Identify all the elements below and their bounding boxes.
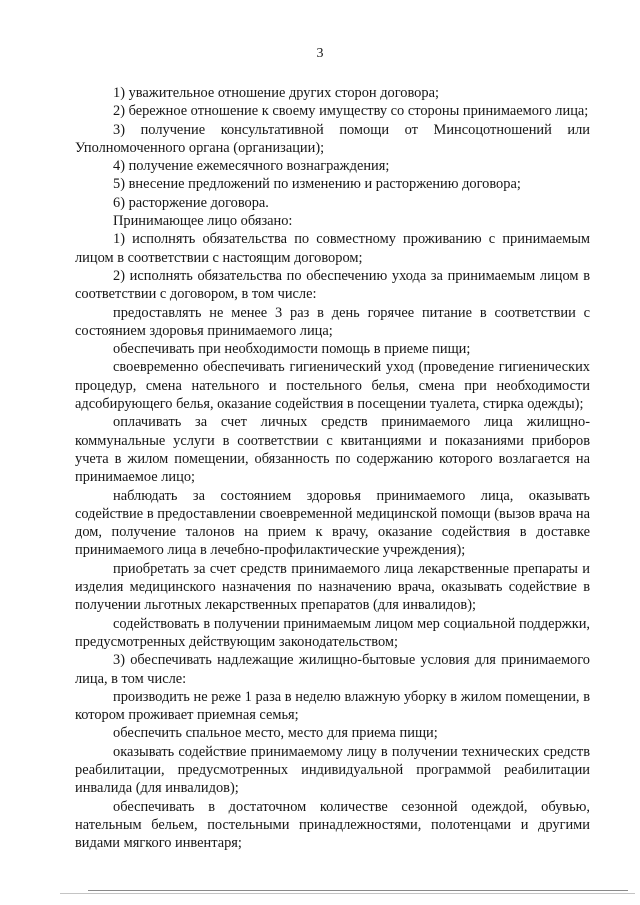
paragraph-right-monthly-reward: 4) получение ежемесячного вознаграждения; (113, 158, 390, 175)
paragraph-obligation-living-conditions: 3) обеспечивать надлежащие жилищно-бытовые условия для принимаемого лица, в том числе: (75, 652, 590, 687)
paragraph-care-hygiene: своевременно обеспечивать гигиенический уход (проведение гигиенических процедур, смена нательного и постельного белья, смена при необходимости адсобирующего белья, оказание содействия в посещении туалета, стирка одежды); (75, 359, 590, 413)
paragraph-living-clothing-textiles: обеспечивать в достаточном количестве сезонной одеждой, обувью, нательным бельем, постельными принадлежностями, полотенцами и другими видами мягкого инвентаря; (75, 798, 590, 852)
scan-bottom-edge-line-faint (60, 893, 635, 894)
paragraph-care-social-support: содействовать в получении принимаемым лицом мер социальной поддержки, предусмотренных действующим законодательством; (75, 615, 590, 650)
paragraph-care-eating-help: обеспечивать при необходимости помощь в приеме пищи; (113, 341, 471, 358)
paragraph-obligation-cohabitation: 1) исполнять обязательства по совместному проживанию с принимаемым лицом в соответствии с настоящим договором; (75, 231, 590, 266)
paragraph-right-property-care: 2) бережное отношение к своему имуществу со стороны принимаемого лица; (113, 103, 589, 120)
document-body (75, 84, 590, 852)
paragraph-living-bed-and-meal-place: обеспечить спальное место, место для приема пищи; (113, 725, 438, 742)
paragraph-obligation-care: 2) исполнять обязательства по обеспечению ухода за принимаемым лицом в соответствии с договором, в том числе: (75, 267, 590, 303)
scan-bottom-edge-line (88, 890, 628, 891)
page-number: 3 (316, 46, 324, 61)
paragraph-care-health-monitoring: наблюдать за состоянием здоровья принимаемого лица, оказывать содействие в предоставлении своевременной медицинской помощи (вызов врача на дом, получение талонов на прием к врачу, оказание содействия в доставке принимаемого лица в лечебно-профилактические учреждения); (75, 487, 590, 559)
paragraph-care-utilities: оплачивать за счет личных средств принимаемого лица жилищно-коммунальные услуги в соответствии с квитанциями и показаниями приборов учета в жилом помещении, обязанность по содержанию которого возлагается на принимаемое лицо; (75, 414, 590, 486)
paragraph-right-consultation: 3) получение консультативной помощи от Минсоцотношений или Уполномоченного органа (организации); (75, 121, 590, 156)
paragraph-care-hot-meals: предоставлять не менее 3 раз в день горячее питание в соответствии с состоянием здоровья принимаемого лица; (75, 304, 590, 339)
paragraph-right-respect: 1) уважительное отношение других сторон договора; (113, 85, 439, 101)
paragraph-right-termination: 6) расторжение договора. (113, 194, 269, 211)
paragraph-care-medicines: приобретать за счет средств принимаемого лица лекарственные препараты и изделия медицинского назначения по назначению врача, оказывать содействие в получении льготных лекарственных препаратов (для инвалидов); (75, 560, 590, 614)
paragraph-right-proposals: 5) внесение предложений по изменению и расторжению договора; (113, 176, 521, 193)
paragraph-living-rehabilitation-means: оказывать содействие принимаемому лицу в получении технических средств реабилитации, предусмотренных индивидуальной программой реабилитации инвалида (для инвалидов); (75, 743, 590, 797)
paragraph-obligations-heading: Принимающее лицо обязано: (113, 213, 293, 230)
paragraph-living-wet-cleaning: производить не реже 1 раза в неделю влажную уборку в жилом помещении, в котором проживает приемная семья; (75, 688, 590, 724)
